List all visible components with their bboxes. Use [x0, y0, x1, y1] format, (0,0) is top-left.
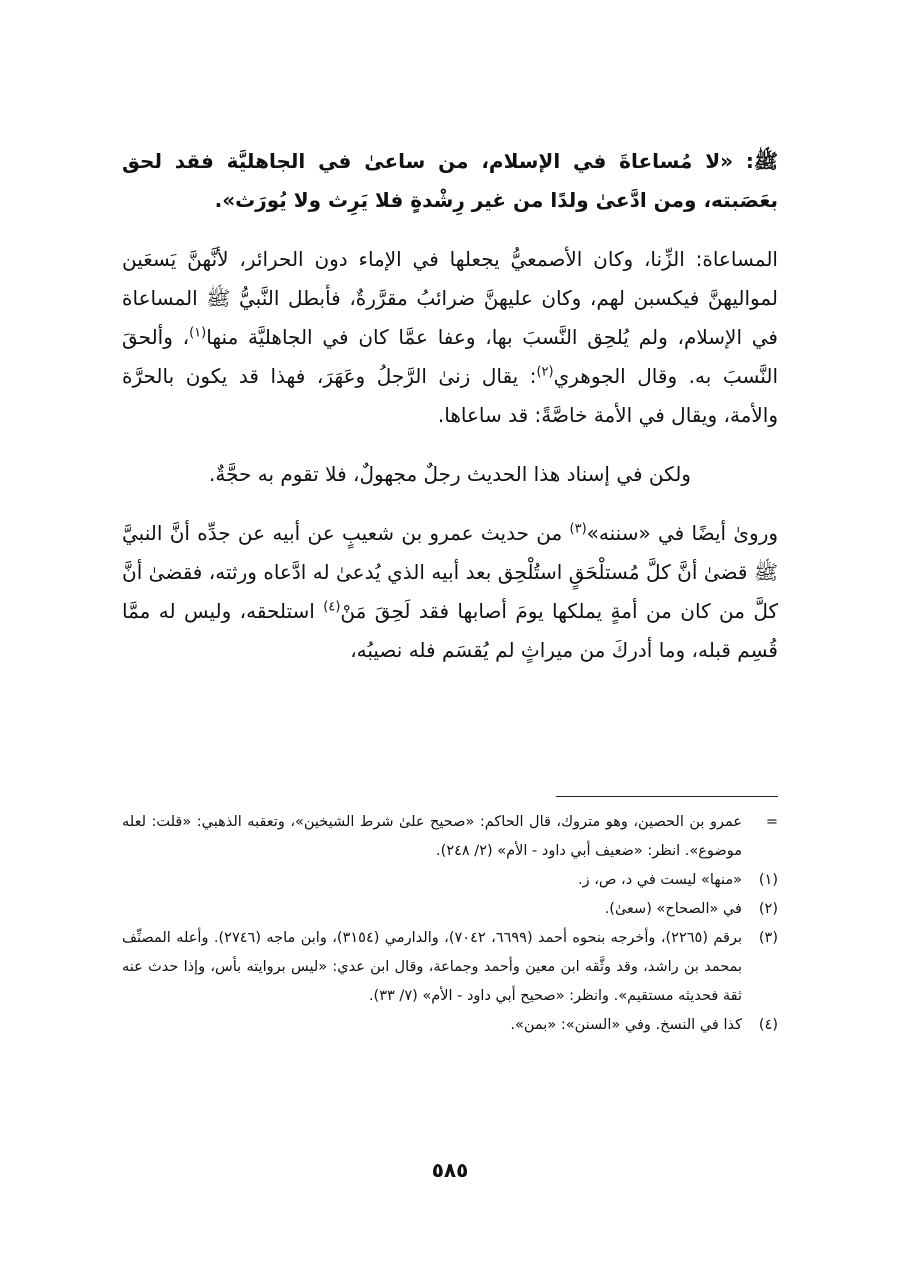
text-run: ولكن في إسناد هذا الحديث رجلٌ مجهولٌ، فلا تقوم به حجَّةٌ. — [209, 462, 691, 486]
text-run: ورویٰ أيضًا في «سننه» — [586, 521, 779, 545]
footnote-4 — [122, 1011, 778, 1040]
footnote-1 — [122, 866, 778, 895]
footnote-continuation — [122, 808, 778, 866]
footnote-ref-2[interactable]: (٢) — [536, 364, 554, 380]
footnote-text: «منها» ليست في د، ص، ز. — [578, 872, 742, 888]
musaat-explanation-paragraph — [122, 240, 778, 435]
footnote-separator — [556, 796, 778, 797]
page-number: ٥٨٥ — [431, 1158, 469, 1182]
sunan-paragraph — [122, 514, 778, 670]
text-run: من حديث عمرو بن شعيبٍ عن أبيه عن جدِّه أنَّ النبيَّ ﷺ قضىٰ أنَّ كلَّ مُستلْحَقٍ استُلْحِق بعد أبيه الذي يُدعىٰ له ادَّعاه ورثته، فقضىٰ أنَّ كلَّ من كان من أمةٍ يملكها يومَ أصابها فقد لَحِقَ مَنْ — [122, 521, 779, 623]
text-run: استلحقه، وليس له ممَّا قُسِم قبله، وما أدركَ من ميراثٍ لم يُقسَم فله نصيبُه، — [122, 599, 778, 662]
footnote-number: (٢) — [758, 901, 778, 917]
footnote-ref-3[interactable]: (٣) — [569, 521, 587, 537]
footnote-text: كذا في النسخ. وفي «السنن»: «بمن». — [510, 1017, 742, 1033]
text-run: المساعاة: الزِّنا، وكان الأصمعيُّ يجعلها في الإماء دون الحرائر، لأنَّهنَّ يَسعَين لمواليهنَّ فيكسبن لهم، وكان عليهنَّ ضرائبُ مقرَّرةٌ، فأبطل النَّبيُّ ﷺ المساعاة في الإسلام، ولم يُلحِق النَّسبَ بها، وعفا عمَّا كان في الجاهليَّة منها — [122, 247, 778, 349]
footnote-number: (١) — [758, 872, 778, 888]
footnote-3 — [122, 924, 778, 1011]
footnote-2 — [122, 895, 778, 924]
footnotes — [122, 808, 778, 1040]
footnote-number: (٣) — [758, 930, 778, 946]
footnote-text: عمرو بن الحصين، وهو متروك، قال الحاكم: «صحيح علىٰ شرط الشيخين»، وتعقبه الذهبي: «قلت: لعله موضوع». انظر: «ضعيف أبي داود - الأم» (٢/ ٢٤٨). — [122, 814, 742, 859]
text-run: : يقال زنىٰ الرَّجلُ وعَهَرَ، فهذا قد يكون بالحرَّة والأمة، ويقال في الأمة خاصَّةً: قد ساعاها. — [122, 364, 778, 427]
footnote-text: برقم (٢٢٦٥)، وأخرجه بنحوه أحمد (٦٦٩٩، ٧٠٤٢)، والدارمي (٣١٥٤)، وابن ماجه (٢٧٤٦). وأعله المصنِّف بمحمد بن راشد، وقد وثَّقه ابن معين وأحمد وجماعة، وقال ابن عدي: «ليس بروايته بأس، وإذا حدث عنه ثقة فحديثه مستقيم». وانظر: «صحيح أبي داود - الأم» (٧/ ٣٣). — [122, 930, 743, 1004]
footnote-text: في «الصحاح» (سعىٰ). — [604, 901, 742, 917]
hadith-text: ﷺ: «لا مُساعاةَ في الإسلام، من ساعىٰ في الجاهليَّة فقد لحق بعَصَبته، ومن ادَّعىٰ ولدًا من غير رِشْدةٍ فلا يَرِث ولا يُورَث». — [122, 149, 778, 212]
continuation-marker: = — [765, 814, 778, 830]
main-text — [122, 142, 778, 690]
isnad-paragraph — [122, 455, 778, 494]
footnote-ref-4[interactable]: (٤) — [323, 599, 341, 615]
footnote-ref-1[interactable]: (١) — [189, 325, 207, 341]
hadith-paragraph — [122, 142, 778, 220]
text-run: ، وألحقَ النَّسبَ به. وقال الجوهري — [122, 325, 778, 388]
footnote-number: (٤) — [758, 1017, 778, 1033]
